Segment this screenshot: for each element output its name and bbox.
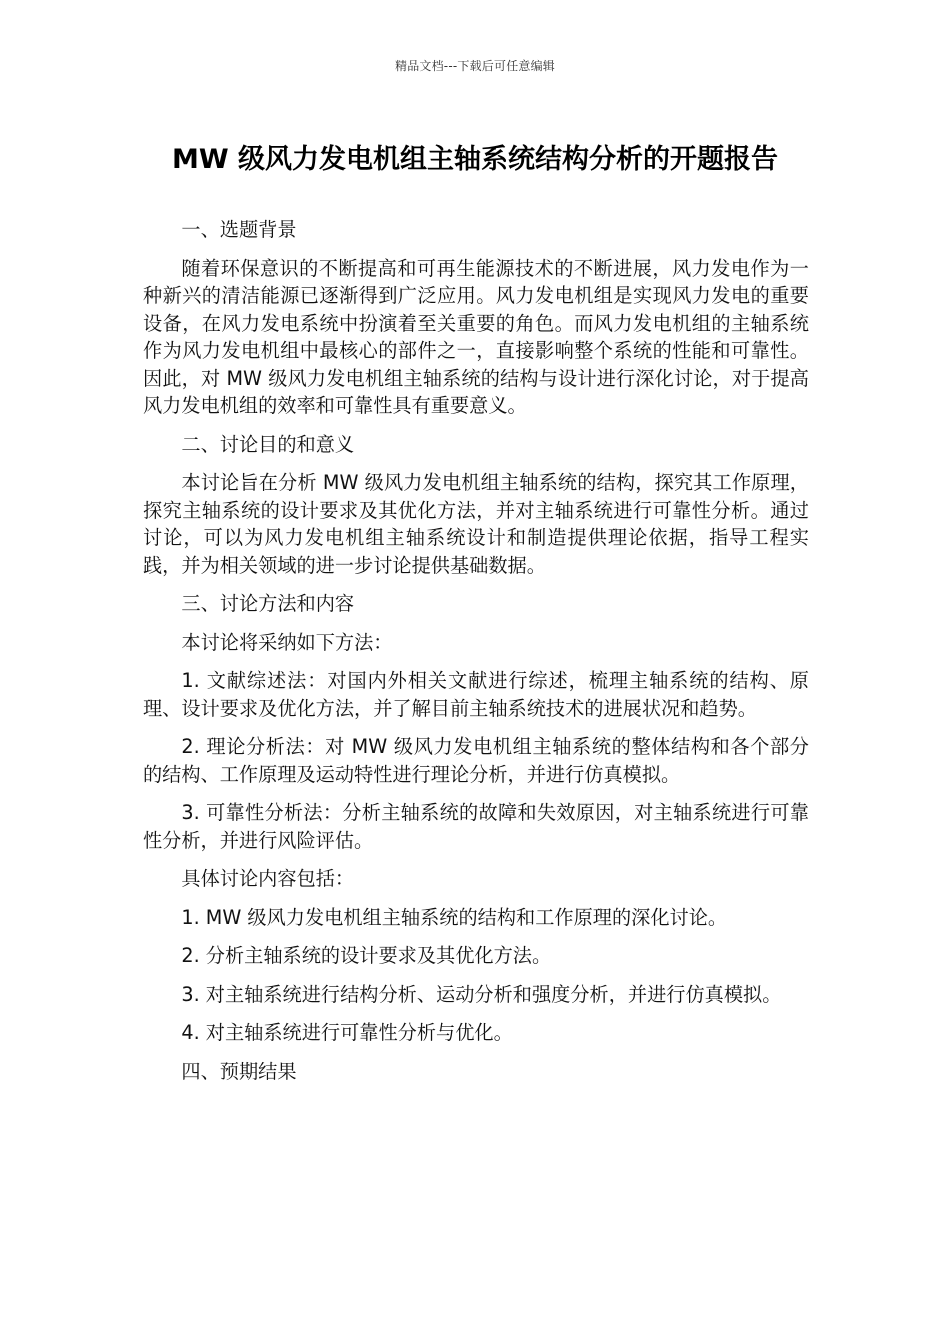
section-heading-background: 一、选题背景 xyxy=(181,218,297,241)
paragraph-purpose: 本讨论旨在分析 MW 级风力发电机组主轴系统的结构，探究其工作原理，探究主轴系统的设计要求及其优化方法，并对主轴系统进行可靠性分析。通过讨论，可以为风力发电机组主轴系统设计和制造提供理论依据，指导工程实践，并为相关领域的进一步讨论提供基础数据。 xyxy=(143,471,809,577)
paragraph-methods-intro: 本讨论将采纳如下方法： xyxy=(181,630,393,654)
list-item-content-2: 2. 分析主轴系统的设计要求及其优化方法。 xyxy=(181,944,552,967)
list-item-method-1: 1. 文献综述法：对国内外相关文献进行综述，梳理主轴系统的结构、原理、设计要求及优化方法，并了解目前主轴系统技术的进展状况和趋势。 xyxy=(143,669,809,720)
section-heading-methods: 三、讨论方法和内容 xyxy=(181,592,355,615)
paragraph-content-intro: 具体讨论内容包括： xyxy=(181,867,355,890)
document-body xyxy=(143,216,809,1096)
list-item-content-4: 4. 对主轴系统进行可靠性分析与优化。 xyxy=(181,1021,513,1044)
section-heading-purpose: 二、讨论目的和意义 xyxy=(181,432,355,456)
page-title: MW 级风力发电机组主轴系统结构分析的开题报告 xyxy=(171,144,779,175)
paragraph-background: 随着环保意识的不断提高和可再生能源技术的不断进展，风力发电作为一种新兴的清洁能源已逐渐得到广泛应用。风力发电机组是实现风力发电的重要设备，在风力发电系统中扮演着至关重要的角色。而风力发电机组的主轴系统作为风力发电机组中最核心的部件之一，直接影响整个系统的性能和可靠性。因此，对 MW 级风力发电机组主轴系统的结构与设计进行深化讨论，对于提高风力发电机组的效率和可靠性具有重要意义。 xyxy=(143,256,809,417)
list-item-content-3: 3. 对主轴系统进行结构分析、运动分析和强度分析，并进行仿真模拟。 xyxy=(181,982,782,1006)
section-heading-results: 四、预期结果 xyxy=(181,1059,297,1083)
header-note: 精品文档---下载后可任意编辑 xyxy=(395,59,555,73)
list-item-content-1: 1. MW 级风力发电机组主轴系统的结构和工作原理的深化讨论。 xyxy=(181,905,728,929)
list-item-method-3: 3. 可靠性分析法：分析主轴系统的故障和失效原因，对主轴系统进行可靠性分析，并进行风险评估。 xyxy=(143,801,809,852)
list-item-method-2: 2. 理论分析法：对 MW 级风力发电机组主轴系统的整体结构和各个部分的结构、工作原理及运动特性进行理论分析，并进行仿真模拟。 xyxy=(143,735,809,786)
